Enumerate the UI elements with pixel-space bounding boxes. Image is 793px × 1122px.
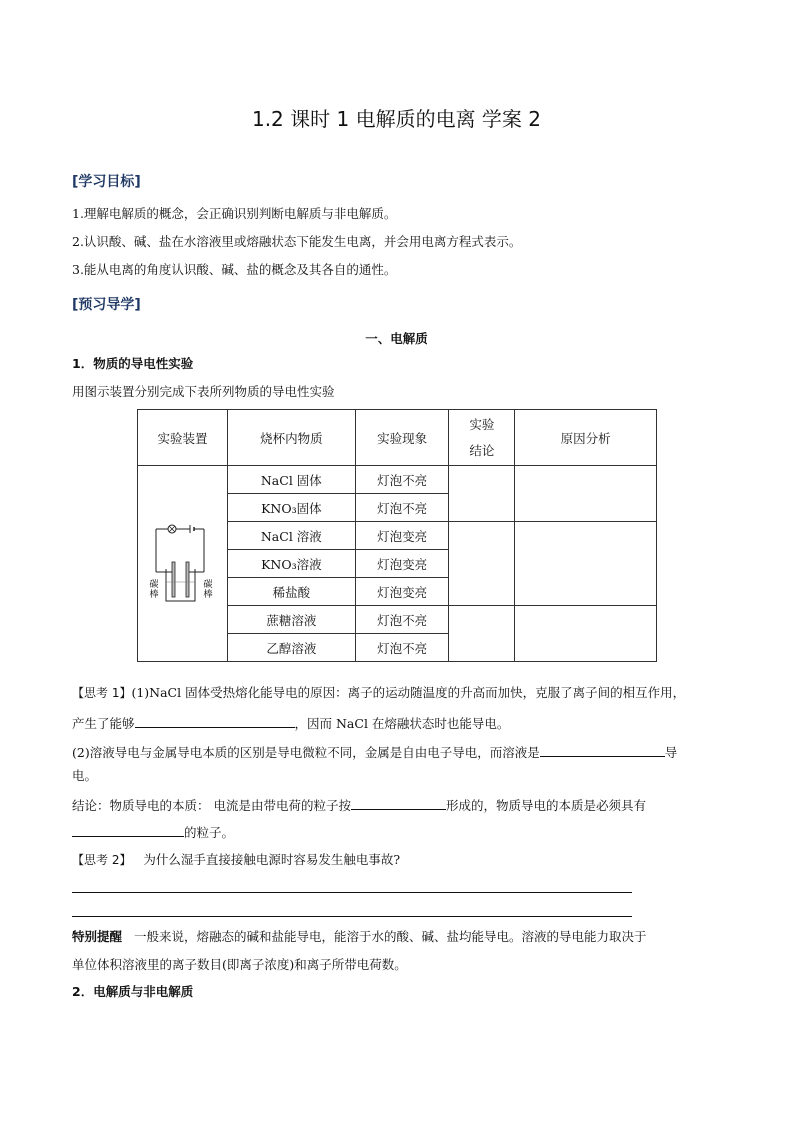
think1-line2 — [72, 713, 509, 733]
part-title: 一、电解质 — [365, 331, 428, 346]
conclusion-text-b: 形成的，物质导电的本质是必须具有 — [445, 798, 646, 813]
think1-text1: (1)NaCl 固体受热熔化能导电的原因：离子的运动随温度的升高而加快，克服了离子间的相互作用， — [131, 685, 686, 700]
think2-label: 【思考 2】 — [72, 853, 132, 867]
analysis-cell[interactable] — [515, 522, 657, 606]
phenomenon-cell: 灯泡不亮 — [355, 466, 449, 494]
header-substance: 烧杯内物质 — [227, 410, 355, 466]
phenomenon-cell: 灯泡不亮 — [355, 494, 449, 522]
conclusion-line2 — [72, 822, 234, 842]
goal-item: 1.理解电解质的概念，会正确识别判断电解质与非电解质。 — [72, 206, 397, 221]
analysis-cell[interactable] — [515, 466, 657, 522]
item1-title: 1．物质的导电性实验 — [72, 356, 194, 371]
conductivity-apparatus-diagram — [142, 517, 222, 607]
apparatus-cell — [138, 466, 228, 662]
phenomenon-cell: 灯泡不亮 — [355, 606, 449, 634]
page-title: 1.2 课时 1 电解质的电离 学案 2 — [251, 107, 542, 131]
phenomenon-cell: 灯泡变亮 — [355, 522, 449, 550]
phenomenon-cell: 灯泡变亮 — [355, 550, 449, 578]
header-apparatus: 实验装置 — [138, 410, 228, 466]
substance-cell: NaCl 溶液 — [227, 522, 355, 550]
think2-line — [72, 851, 400, 869]
conclusion-text-c: 的粒子。 — [184, 825, 235, 840]
phenomenon-cell: 灯泡不亮 — [355, 634, 449, 662]
tip-line2: 单位体积溶液里的离子数目(即离子浓度)和离子所带电荷数。 — [72, 957, 407, 972]
think1-label: 【思考 1】 — [72, 686, 132, 700]
conclusion-line1 — [72, 795, 646, 815]
substance-cell: NaCl 固体 — [227, 466, 355, 494]
table-row — [138, 466, 657, 494]
blank-field[interactable] — [72, 822, 184, 837]
answer-line[interactable] — [72, 892, 632, 893]
header-analysis: 原因分析 — [515, 410, 657, 466]
tip-text1: 一般来说，熔融态的碱和盐能导电，能溶于水的酸、碱、盐均能导电。溶液的导电能力取决于 — [133, 929, 647, 944]
table-header-row — [138, 410, 657, 466]
electrode-label-left: 碳棒 — [149, 580, 159, 600]
header-phenomenon: 实验现象 — [355, 410, 449, 466]
blank-field[interactable] — [351, 795, 446, 810]
item1-description: 用图示装置分别完成下表所列物质的导电性实验 — [72, 384, 335, 399]
answer-line[interactable] — [72, 916, 632, 917]
item2-title: 2．电解质与非电解质 — [72, 984, 194, 999]
conclusion-text-a: 结论：物质导电的本质： 电流是由带电荷的粒子按 — [72, 798, 351, 813]
tip-label: 特别提醒 — [72, 929, 123, 944]
think1-line4: 电。 — [72, 768, 98, 783]
experiment-table — [137, 409, 657, 662]
header-conclusion — [449, 410, 515, 466]
section-heading-goals: [学习目标] — [72, 174, 141, 190]
think1-text3b: 导 — [664, 745, 678, 760]
goal-item: 3.能从电离的角度认识酸、碱、盐的概念及其各自的通性。 — [72, 262, 397, 277]
phenomenon-cell: 灯泡变亮 — [355, 578, 449, 606]
substance-cell: KNO₃固体 — [227, 494, 355, 522]
goal-item: 2.认识酸、碱、盐在水溶液里或熔融状态下能发生电离，并会用电离方程式表示。 — [72, 234, 522, 249]
analysis-cell[interactable] — [515, 606, 657, 662]
substance-cell: KNO₃溶液 — [227, 550, 355, 578]
section-heading-preview: [预习导学] — [72, 297, 141, 313]
think1-text2a: 产生了能够 — [72, 716, 135, 731]
conclusion-cell[interactable] — [449, 606, 515, 662]
think2-text: 为什么湿手直接接触电源时容易发生触电事故? — [143, 852, 401, 867]
blank-field[interactable] — [135, 713, 295, 728]
think1-line3 — [72, 742, 677, 762]
electrode-label-right: 碳棒 — [203, 580, 213, 600]
think1-text2b: ，因而 NaCl 在熔融状态时也能导电。 — [294, 716, 510, 731]
substance-cell: 蔗糖溶液 — [227, 606, 355, 634]
header-conclusion-1: 实验 — [469, 416, 495, 432]
tip-line1 — [72, 928, 646, 946]
conclusion-cell[interactable] — [449, 522, 515, 606]
blank-field[interactable] — [540, 742, 665, 757]
conclusion-cell[interactable] — [449, 466, 515, 522]
substance-cell: 乙醇溶液 — [227, 634, 355, 662]
think1-line1 — [72, 684, 685, 702]
header-conclusion-2: 结论 — [469, 442, 495, 458]
substance-cell: 稀盐酸 — [227, 578, 355, 606]
think1-text3a: (2)溶液导电与金属导电本质的区别是导电微粒不同，金属是自由电子导电，而溶液是 — [72, 745, 540, 760]
